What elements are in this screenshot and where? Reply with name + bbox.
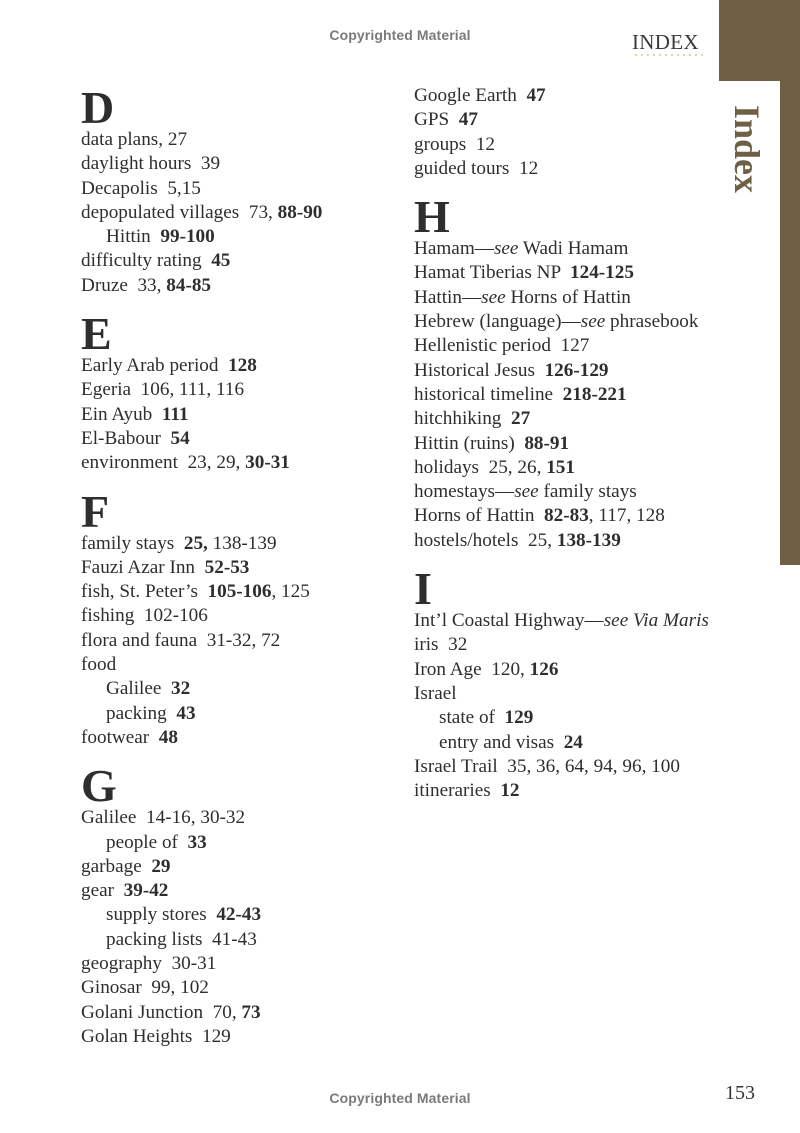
page-reference-bold: 151 (546, 456, 575, 478)
entry-text: Decapolis 5,15 (81, 177, 201, 199)
entry-text: packing lists 41-43 (106, 928, 257, 950)
entry-text: depopulated villages 73, (81, 201, 278, 223)
page-reference-bold: 29 (151, 855, 171, 877)
cross-reference-italic: see Via Maris (603, 610, 709, 632)
entry-text: people of (106, 831, 188, 853)
page-reference-bold: 32 (171, 678, 191, 700)
page-reference-bold: 30-31 (245, 452, 290, 474)
index-section (81, 760, 391, 1049)
page-reference-bold: 129 (504, 707, 534, 729)
index-entry (414, 310, 714, 334)
section-letter-heading: H (414, 191, 450, 243)
page-reference-bold: 45 (211, 250, 231, 272)
index-subentry (414, 731, 714, 755)
page-reference-bold: 124-125 (570, 262, 634, 284)
page-reference-bold: 47 (526, 85, 546, 106)
index-entry (414, 261, 714, 285)
entry-text: El-Babour (81, 427, 171, 449)
cross-reference-italic: see (514, 481, 539, 503)
entry-text: environment 23, 29, (81, 452, 246, 474)
watermark-top: Copyrighted Material (329, 27, 471, 43)
entry-text: Hamat Tiberias NP (414, 262, 570, 284)
entry-text: Hellenistic period 127 (414, 335, 590, 357)
index-section (414, 191, 714, 553)
index-entry (414, 609, 714, 633)
index-entry (414, 108, 714, 132)
entry-text: Hamam— (414, 238, 494, 260)
entry-text: , 125 (271, 581, 310, 603)
entry-text: 138-139 (207, 532, 277, 554)
index-entry (414, 779, 714, 803)
index-entry (81, 629, 391, 653)
entry-text: footwear (81, 726, 159, 748)
page-reference-bold: 73 (241, 1001, 261, 1023)
page-reference-bold: 138-139 (556, 529, 621, 551)
index-entry (81, 128, 391, 152)
index-entry (81, 879, 391, 903)
index-entry (81, 976, 391, 1000)
index-entry (414, 504, 714, 528)
index-section (81, 485, 391, 751)
page-reference-bold: 33 (187, 831, 207, 853)
page-reference-bold: 105-106 (207, 581, 272, 603)
index-entry (81, 354, 391, 378)
index-entry (81, 726, 391, 750)
index-entry (81, 806, 391, 830)
page-reference-bold: 52-53 (204, 556, 250, 578)
index-subentry (414, 706, 714, 730)
watermark-bottom: Copyrighted Material (329, 1090, 471, 1106)
entry-text: supply stores (106, 904, 217, 926)
index-entry (414, 334, 714, 358)
entry-text: Egeria 106, 111, 116 (81, 379, 245, 401)
entry-text: Israel (414, 682, 457, 704)
index-column-left (81, 84, 391, 1063)
entry-text: geography 30-31 (81, 953, 217, 975)
running-head-dotted-rule (633, 54, 705, 56)
index-entry (414, 383, 714, 407)
entry-text: Ginosar 99, 102 (81, 977, 209, 999)
index-entry (414, 432, 714, 456)
entry-text: Iron Age 120, (414, 658, 530, 680)
index-entry (81, 653, 391, 677)
entry-text: fish, St. Peter’s (81, 581, 208, 603)
page-reference-bold: 128 (228, 355, 257, 377)
index-entry (81, 152, 391, 176)
entry-text: groups 12 (414, 133, 496, 155)
entry-text: hitchhiking (414, 408, 511, 430)
entry-text: Golani Junction 70, (81, 1001, 242, 1023)
entry-text: family stays (538, 481, 637, 503)
cross-reference-italic: see (493, 238, 519, 260)
index-entry (81, 580, 391, 604)
section-letter-heading: D (81, 82, 115, 133)
entry-text: daylight hours 39 (81, 153, 221, 175)
entry-text: Israel Trail 35, 36, 64, 94, 96, 100 (414, 755, 680, 777)
entry-text: , 117, 128 (588, 505, 665, 527)
entry-text: data plans, 27 (81, 129, 188, 150)
entry-text: Fauzi Azar Inn (81, 556, 205, 578)
page-reference-bold: 27 (511, 408, 531, 430)
entry-text: Horns of Hattin (414, 505, 545, 527)
thumb-tab-strip (780, 81, 800, 565)
entry-text: phrasebook (605, 311, 699, 333)
page-reference-bold: 218-221 (562, 383, 627, 405)
page-reference-bold: 54 (170, 427, 190, 449)
page-reference-bold: 25, (183, 532, 208, 554)
entry-text: Druze 33, (81, 274, 167, 296)
index-subentry (81, 831, 391, 855)
index-entry (81, 1001, 391, 1025)
index-entry (81, 177, 391, 201)
page-reference-bold: 99-100 (160, 226, 215, 248)
entry-text: Galilee 14-16, 30-32 (81, 807, 246, 829)
entry-text: Google Earth (414, 85, 527, 106)
section-letter-heading: F (81, 485, 110, 537)
index-subentry (81, 677, 391, 701)
index-entry (414, 157, 714, 181)
index-section (414, 84, 714, 181)
entry-text: entry and visas (439, 731, 564, 753)
page-reference-bold: 126 (529, 658, 559, 680)
entry-text: Hittin (106, 226, 161, 248)
entry-text: Horns of Hattin (505, 286, 631, 308)
index-subentry (81, 903, 391, 927)
index-entry (414, 682, 714, 706)
thumb-tab-block (719, 0, 800, 81)
index-entry (81, 855, 391, 879)
index-entry (414, 755, 714, 779)
entry-text: garbage (81, 855, 152, 877)
entry-text: GPS (414, 109, 459, 131)
index-entry (414, 529, 714, 553)
cross-reference-italic: see (580, 311, 606, 333)
entry-text: Hittin (ruins) (414, 432, 525, 454)
entry-text: packing (106, 702, 177, 724)
side-tab-label: Index (727, 105, 767, 194)
index-section (81, 82, 391, 298)
index-entry (414, 84, 714, 108)
index-subentry (81, 702, 391, 726)
index-entry (81, 427, 391, 451)
index-entry (414, 237, 714, 261)
entry-text: state of (439, 707, 505, 729)
index-entry (414, 658, 714, 682)
index-entry (414, 407, 714, 431)
index-subentry (81, 225, 391, 249)
section-letter-heading: I (414, 563, 432, 615)
page-reference-bold: 43 (176, 702, 196, 724)
entry-text: Hattin— (414, 286, 482, 308)
page-reference-bold: 48 (158, 726, 178, 748)
entry-text: Wadi Hamam (518, 238, 629, 260)
index-entry (414, 359, 714, 383)
index-entry (81, 274, 391, 298)
index-entry (81, 952, 391, 976)
page-reference-bold: 111 (161, 403, 189, 425)
index-entry (81, 201, 391, 225)
entry-text: difficulty rating (81, 250, 212, 272)
page-reference-bold: 39-42 (123, 880, 169, 902)
section-letter-heading: G (81, 760, 117, 812)
index-section (81, 308, 391, 475)
entry-text: iris 32 (414, 634, 468, 656)
entry-text: historical timeline (414, 383, 563, 405)
page-reference-bold: 82-83 (544, 505, 589, 527)
entry-text: Historical Jesus (414, 359, 545, 381)
index-entry (81, 604, 391, 628)
running-head: INDEX (632, 30, 699, 54)
page-reference-bold: 12 (500, 780, 520, 802)
index-entry (81, 378, 391, 402)
index-entry (81, 249, 391, 273)
page-reference-bold: 47 (458, 109, 478, 131)
entry-text: gear (81, 880, 124, 902)
page-reference-bold: 42-43 (216, 904, 262, 926)
page-reference-bold: 24 (563, 731, 583, 753)
section-letter-heading: E (81, 308, 112, 360)
index-entry (414, 286, 714, 310)
index-entry (414, 133, 714, 157)
page-number: 153 (725, 1082, 755, 1104)
index-entry (81, 556, 391, 580)
cross-reference-italic: see (481, 286, 506, 308)
page-reference-bold: 126-129 (544, 359, 609, 381)
entry-text: Hebrew (language)— (414, 311, 581, 333)
entry-text: homestays— (414, 481, 515, 503)
entry-text: Golan Heights 129 (81, 1025, 231, 1047)
index-entry (81, 1025, 391, 1049)
entry-text: holidays 25, 26, (414, 456, 547, 478)
entry-text: itineraries (414, 780, 501, 802)
index-entry (414, 633, 714, 657)
entry-text: flora and fauna 31-32, 72 (81, 629, 281, 651)
entry-text: fishing 102-106 (81, 605, 208, 627)
entry-text: family stays (81, 532, 184, 554)
index-section (414, 563, 714, 803)
entry-text: food (81, 654, 117, 676)
page-reference-bold: 88-90 (277, 201, 323, 223)
index-entry (81, 451, 391, 475)
index-entry (414, 480, 714, 504)
page-reference-bold: 88-91 (524, 432, 570, 454)
entry-text: hostels/hotels 25, (414, 529, 557, 551)
entry-text: Early Arab period (81, 355, 229, 377)
index-entry (414, 456, 714, 480)
page-reference-bold: 84-85 (166, 274, 212, 296)
entry-text: Int’l Coastal Highway— (414, 610, 604, 632)
index-subentry (81, 928, 391, 952)
index-column-right (414, 84, 714, 817)
index-entry (81, 532, 391, 556)
entry-text: Galilee (106, 678, 171, 700)
entry-text: guided tours 12 (414, 157, 539, 179)
entry-text: Ein Ayub (81, 403, 162, 425)
index-entry (81, 403, 391, 427)
